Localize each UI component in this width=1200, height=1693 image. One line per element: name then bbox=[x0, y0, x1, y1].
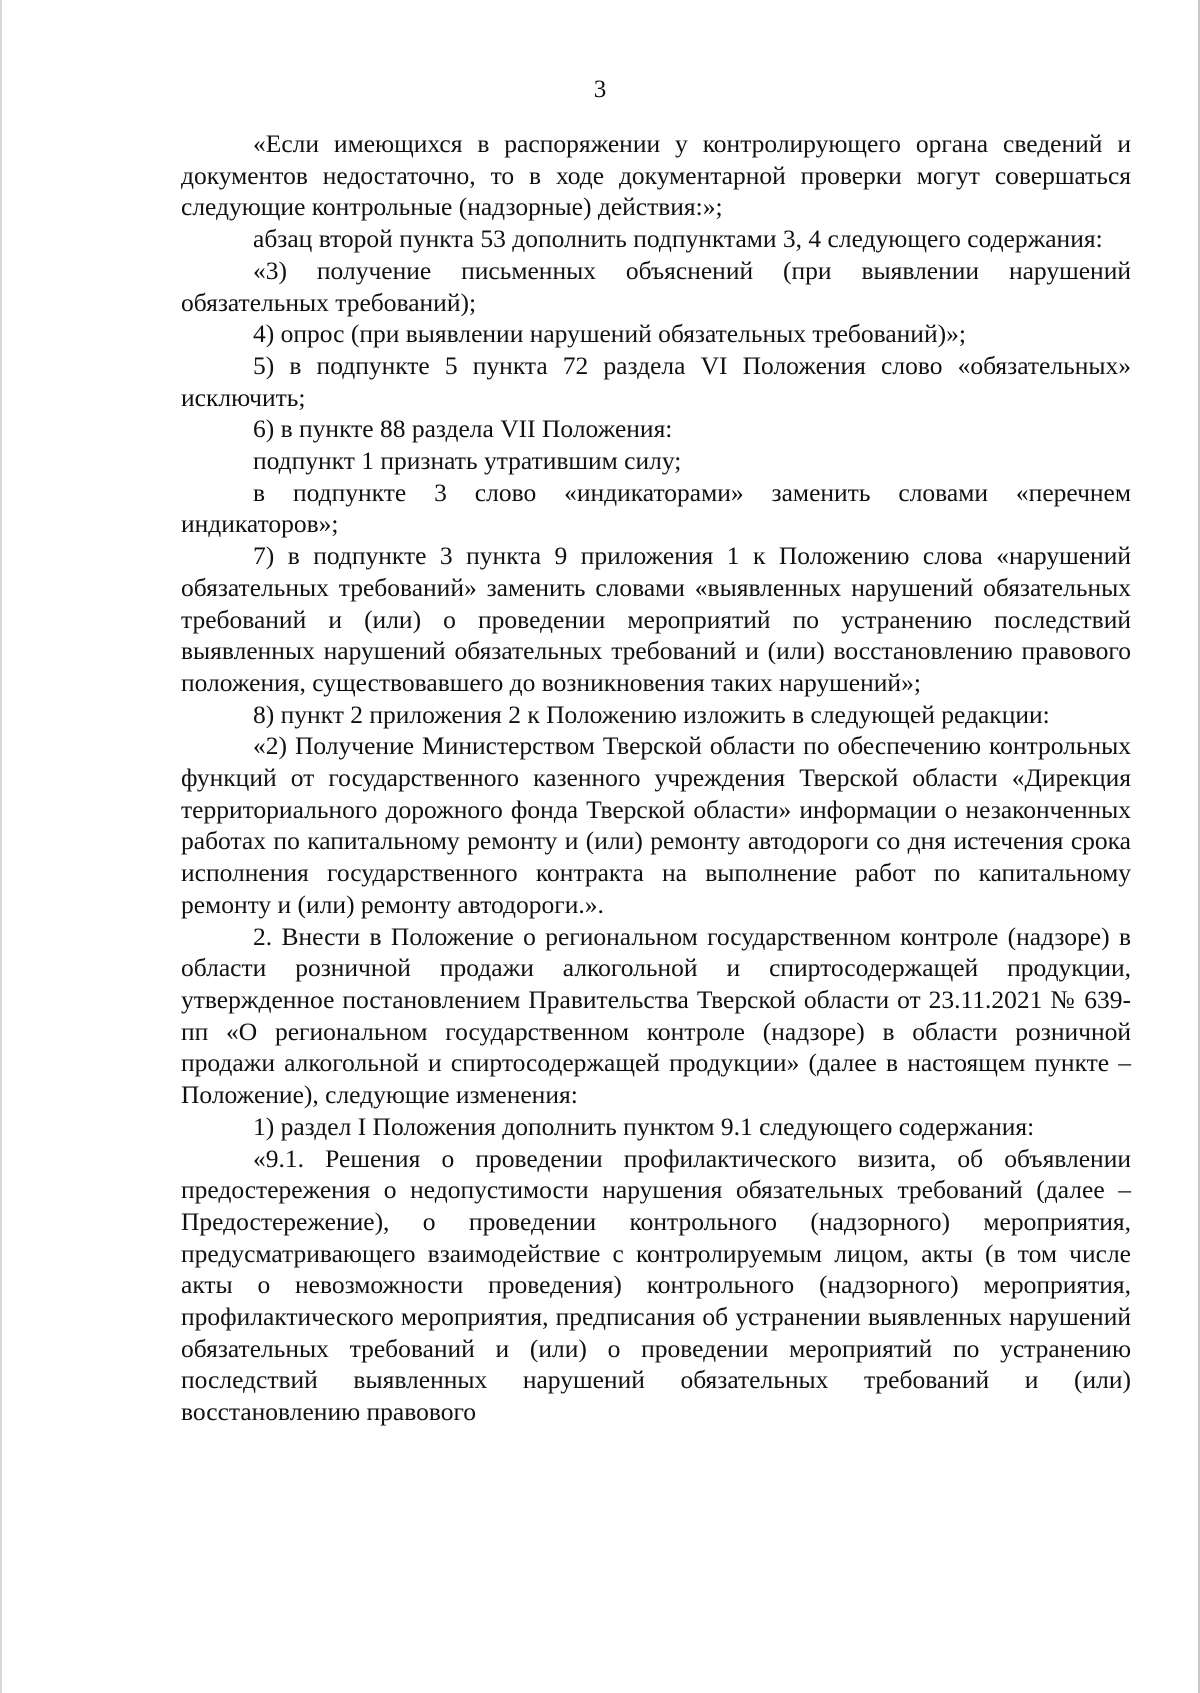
paragraph: абзац второй пункта 53 дополнить подпунктами 3, 4 следующего содержания: bbox=[253, 224, 1103, 254]
paragraph: 1) раздел I Положения дополнить пунктом 9.1 следующего содержания: bbox=[253, 1111, 1035, 1141]
paragraph: 7) в подпункте 3 пункта 9 приложения 1 к Положению слова «нарушений обязательных требований» заменить словами «выявленных нарушений обязательных требований и (или) о проведении мероприятий по устранению последствий выявленных нарушений обязательных требований и (или) восстановлению правового положения, существовавшего до возникновения таких нарушений»; bbox=[181, 541, 1131, 697]
paragraph: 4) опрос (при выявлении нарушений обязательных требований)»; bbox=[253, 319, 966, 349]
paragraph: 6) в пункте 88 раздела VII Положения: bbox=[253, 414, 673, 444]
paragraph: «2) Получение Министерством Тверской области по обеспечению контрольных функций от государственного казенного учреждения Тверской области «Дирекция территориального дорожного фонда Тверской области» информации о незаконченных работах по капитальному ремонту и (или) ремонту автодороги со дня истечения срока исполнения государственного контракта на выполнение работ по капитальному ремонту и (или) ремонту автодороги.». bbox=[181, 731, 1131, 919]
paragraph: 8) пункт 2 приложения 2 к Положению изложить в следующей редакции: bbox=[253, 699, 1050, 729]
document-body bbox=[181, 128, 1131, 1428]
page-number: 3 bbox=[593, 76, 607, 103]
paragraph: «3) получение письменных объяснений (при выявлении нарушений обязательных требований); bbox=[181, 255, 1131, 317]
paragraph: 2. Внести в Положение о региональном государственном контроле (надзоре) в области розничной продажи алкогольной и спиртосодержащей продукции, утвержденное постановлением Правительства Тверской области от 23.11.2021 № 639-пп «О региональном государственном контроле (надзоре) в области розничной продажи алкогольной и спиртосодержащей продукции» (далее в настоящем пункте – Положение), следующие изменения: bbox=[181, 921, 1131, 1110]
paragraph: в подпункте 3 слово «индикаторами» заменить словами «перечнем индикаторов»; bbox=[181, 477, 1131, 539]
scan-edge-left bbox=[0, 0, 2, 1693]
paragraph: «Если имеющихся в распоряжении у контролирующего органа сведений и документов недостаточно, то в ходе документарной проверки могут совершаться следующие контрольные (надзорные) действия:»; bbox=[181, 129, 1131, 222]
paragraph: 5) в подпункте 5 пункта 72 раздела VI Положения слово «обязательных» исключить; bbox=[181, 350, 1131, 412]
paragraph: подпункт 1 признать утратившим силу; bbox=[253, 446, 682, 476]
paragraph: «9.1. Решения о проведении профилактического визита, об объявлении предостережения о недопустимости нарушения обязательных требований (далее – Предостережение), о проведении контрольного (надзорного) мероприятия, предусматривающего взаимодействие с контролируемым лицом, акты (в том числе акты о невозможности проведения) контрольного (надзорного) мероприятия, профилактического мероприятия, предписания об устранении выявленных нарушений обязательных требований и (или) о проведении мероприятий по устранению последствий выявленных нарушений обязательных требований и (или) восстановлению правового bbox=[181, 1143, 1131, 1427]
